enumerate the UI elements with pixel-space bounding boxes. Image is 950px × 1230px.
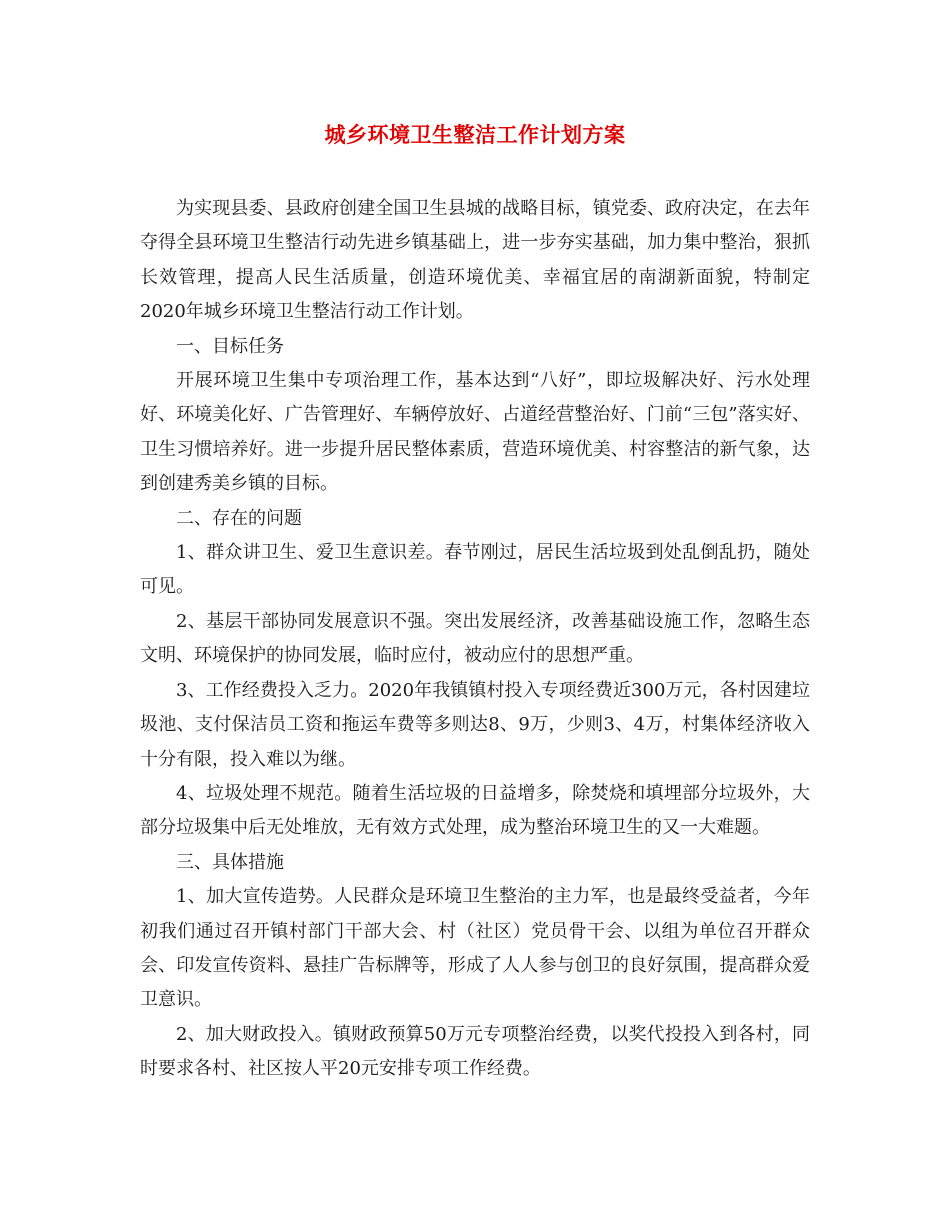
paragraph-problem-1: 1、群众讲卫生、爱卫生意识差。春节刚过，居民生活垃圾到处乱倒乱扔，随处可见。 <box>140 542 810 598</box>
paragraph-measure-1: 1、加大宣传造势。人民群众是环境卫生整治的主力军，也是最终受益者，今年初我们通过召开镇村部门干部大会、村（社区）党员骨干会、以组为单位召开群众会、印发宣传资料、悬挂广告标牌等，形成了人人参与创卫的良好氛围，提高群众爱卫意识。 <box>140 886 810 1011</box>
section-heading-goals: 一、目标任务 <box>176 335 284 357</box>
section-heading-problems: 二、存在的问题 <box>176 507 302 529</box>
section-heading-measures: 三、具体措施 <box>176 851 284 873</box>
paragraph-measure-2: 2、加大财政投入。镇财政预算50万元专项整治经费，以奖代投投入到各村，同时要求各村、社区按人平20元安排专项工作经费。 <box>140 1023 810 1080</box>
paragraph-problem-4: 4、垃圾处理不规范。随着生活垃圾的日益增多，除焚烧和填埋部分垃圾外，大部分垃圾集中后无处堆放，无有效方式处理，成为整治环境卫生的又一大难题。 <box>140 782 810 839</box>
paragraph-intro: 为实现县委、县政府创建全国卫生县城的战略目标，镇党委、政府决定，在去年夺得全县环境卫生整洁行动先进乡镇基础上，进一步夯实基础，加力集中整治，狠抓长效管理，提高人民生活质量，创造环境优美、幸福宜居的南湖新面貌，特制定2020年城乡环境卫生整洁行动工作计划。 <box>140 198 810 323</box>
document-body <box>140 192 810 1087</box>
document-title: 城乡环境卫生整洁工作计划方案 <box>324 122 626 147</box>
paragraph-goals: 开展环境卫生集中专项治理工作，基本达到“八好”，即垃圾解决好、污水处理好、环境美化好、广告管理好、车辆停放好、占道经营整治好、门前“三包”落实好、卫生习惯培养好。进一步提升居民整体素质，营造环境优美、村容整洁的新气象，达到创建秀美乡镇的目标。 <box>140 370 810 495</box>
paragraph-problem-3: 3、工作经费投入乏力。2020年我镇镇村投入专项经费近300万元，各村因建垃圾池、支付保洁员工资和拖运车费等多则达8、9万，少则3、4万，村集体经济收入十分有限，投入难以为继。 <box>140 679 810 770</box>
paragraph-problem-2: 2、基层干部协同发展意识不强。突出发展经济，改善基础设施工作，忽略生态文明、环境保护的协同发展，临时应付，被动应付的思想严重。 <box>140 610 810 667</box>
